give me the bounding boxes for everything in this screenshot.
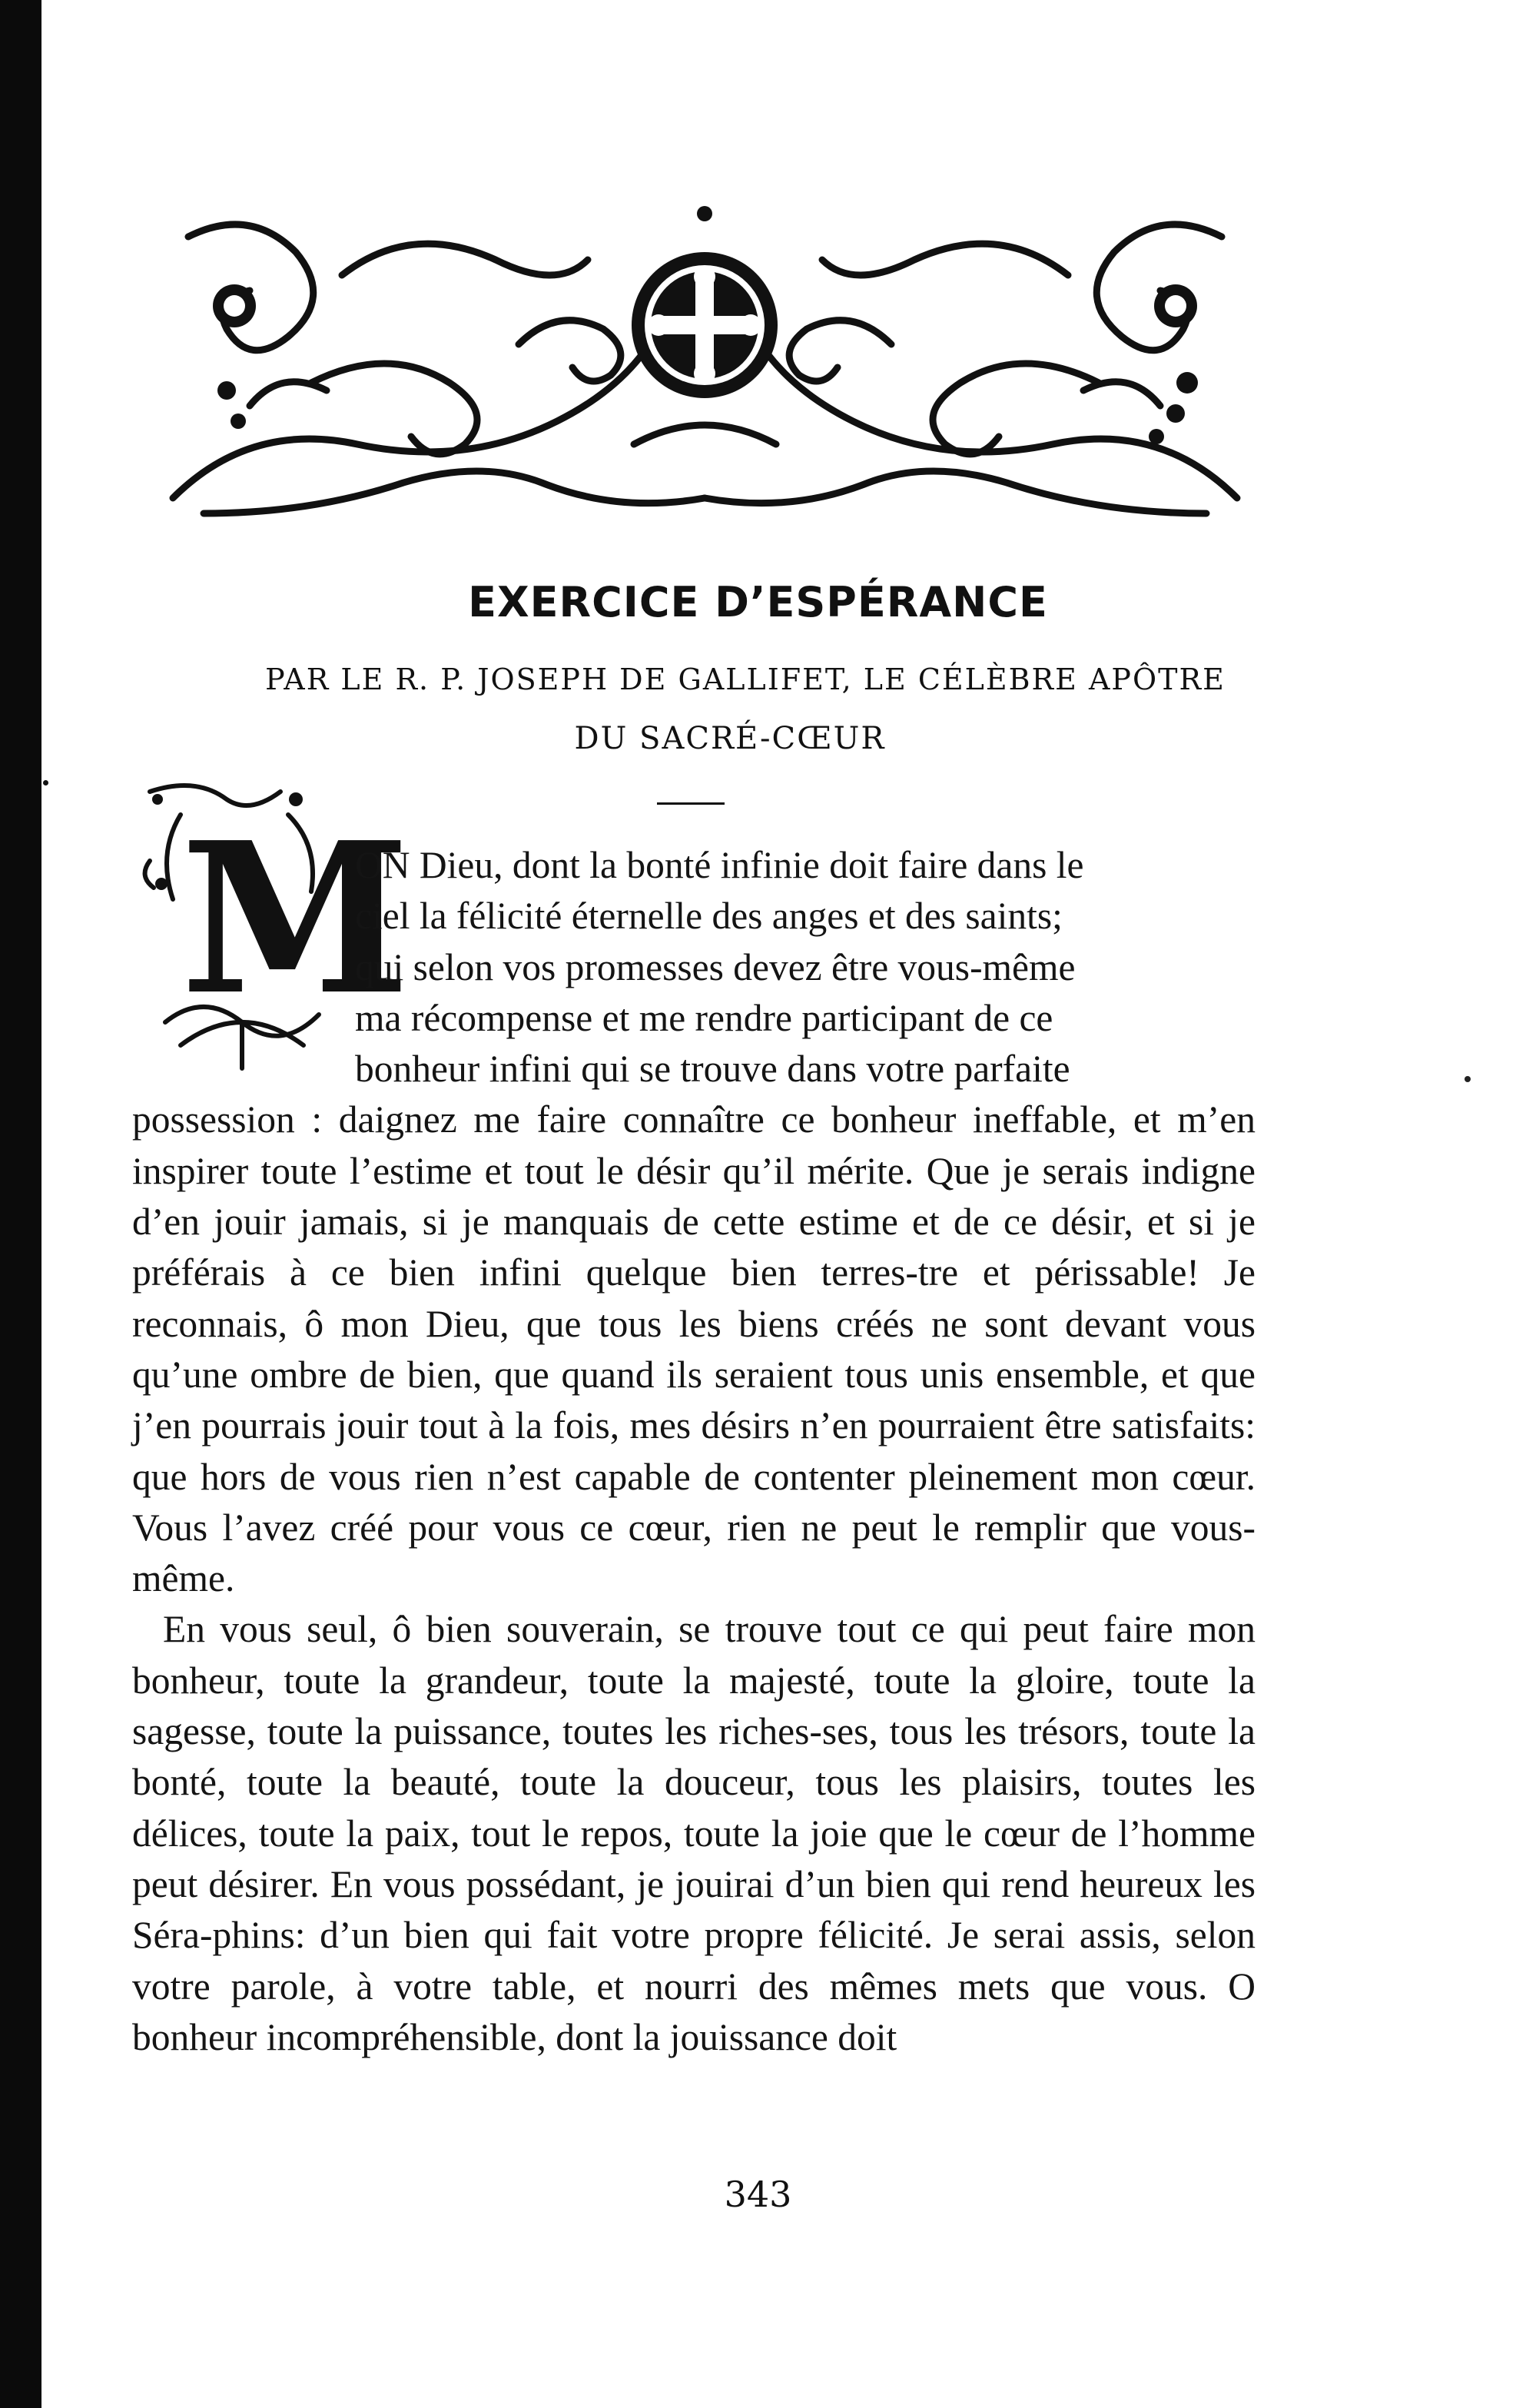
paragraph-1-continuation: possession : daignez me faire connaître ce bonheur ineffable, et m’en inspirer toute l’estime et tout le désir qu’il mérite. Que je serais indigne d’en jouir jamais, si je manquais de cette estime et de ce désir, et si je préférais à ce bien infini quelque bien terres-tre et périssable! Je reconnais, ô mon Dieu, que tous les biens créés ne sont devant vous qu’une ombre de bien, que quand ils seraient tous unis ensemble, et que j’en pourrais jouir tout à la fois, mes désirs n’en pourraient être satisfaits: que hors de vous rien n’est capable de contenter pleinement mon cœur. Vous l’avez créé pour vous ce cœur, rien ne peut le remplir que vous-même. [132,1098,1256,1600]
paragraph-1 [132,840,1256,1604]
scan-speck [1465,1076,1471,1082]
page-number: 343 [724,2174,792,2215]
lead-line-4: ma récompense et me rendre participant de ce [355,996,1053,1039]
chapter-title: EXERCICE D’ESPÉRANCE [468,578,1048,626]
section-rule [657,802,725,805]
scan-speck [43,780,48,786]
drop-cap-letter: M [181,796,410,1041]
lead-line-3: qui selon vos promesses devez être vous-même [355,945,1076,988]
lead-line-5: bonheur infini qui se trouve dans votre parfaite [355,1048,1070,1091]
scan-edge-bar [0,0,41,2408]
lead-line-1: ON Dieu, dont la bonté infinie doit faire dans le [355,844,1084,886]
author-byline: PAR LE R. P. JOSEPH DE GALLIFET, LE CÉLÈBRE APÔTRE [265,663,1226,696]
lead-line-2: ciel la félicité éternelle des anges et des saints; [355,895,1063,938]
body-text [132,840,1256,2063]
paragraph-2: En vous seul, ô bien souverain, se trouve tout ce qui peut faire mon bonheur, toute la grandeur, toute la majesté, toute la gloire, toute la sagesse, toute la puissance, toutes les riches-ses, tous les trésors, toute la bonté, toute la beauté, toute la douceur, tous les plaisirs, toutes les délices, toute la paix, tout le repos, toute la joie que le cœur de l’homme peut désirer. En vous possédant, je jouirai d’un bien qui rend heureux les Séra-phins: d’un bien qui fait votre propre félicité. Je serai assis, selon votre parole, à votre table, et nourri des mêmes mets que vous. O bonheur incompréhensible, dont la jouissance doit [132,1608,1256,2058]
author-byline-continued: DU SACRÉ-CŒUR [574,721,886,756]
ornamental-headpiece [158,191,1252,521]
